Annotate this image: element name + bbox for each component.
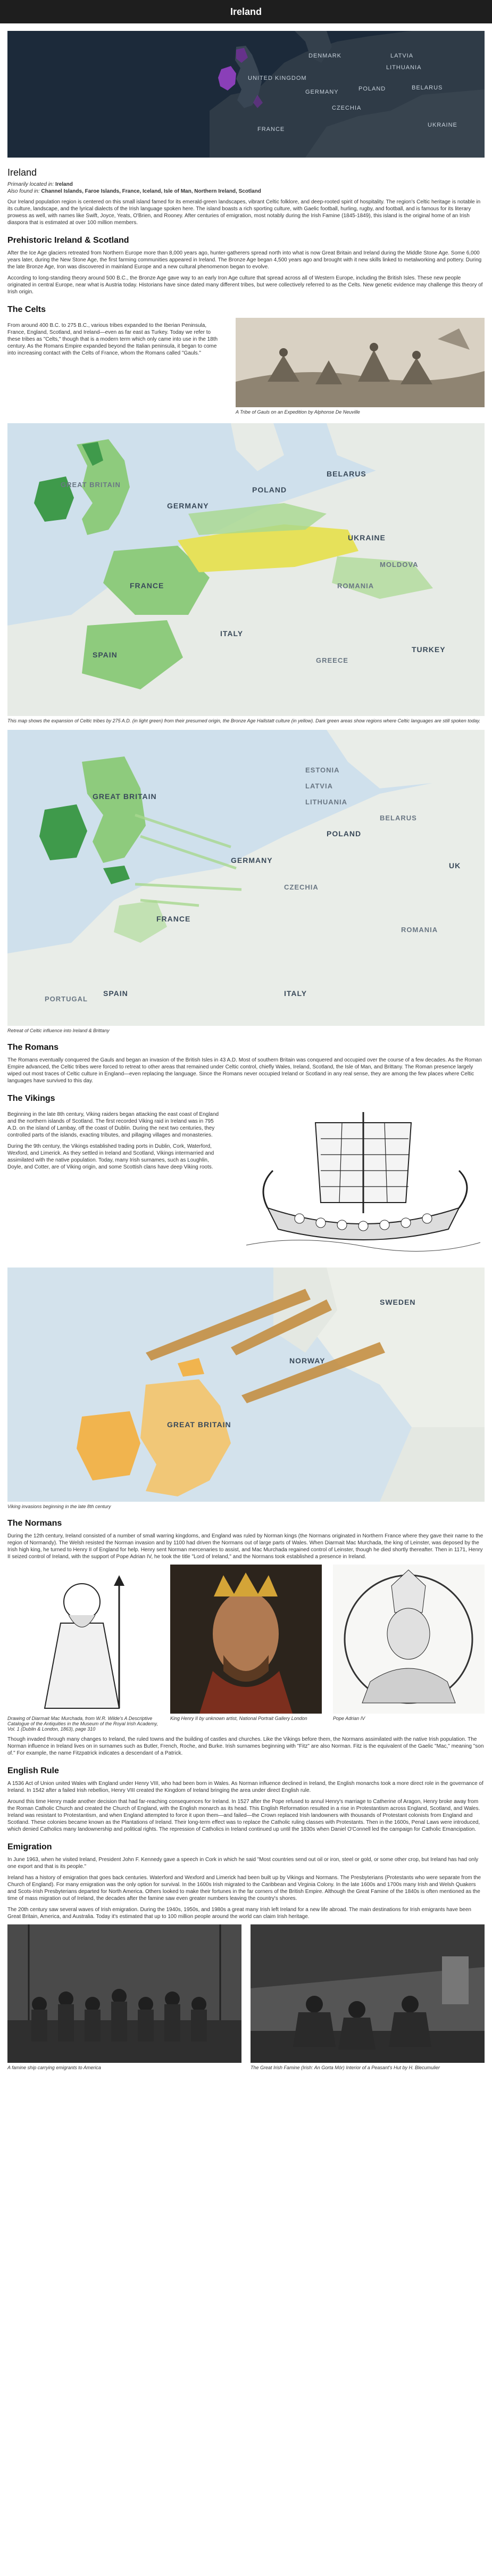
intro-paragraph: Our Ireland population region is centered on this small island famed for its emerald-green landscapes, vibrant Celtic folklore, and deep-rooted spirit of hospitality. The region's Celtic heritage is notable in its culture, landscape, and the lyrical dialects of the Irish language spoken here. The island boasts a rich sporting culture, with Gaelic football, hurling, rugby, and football, and is famous for its literary prowess as well, with names like Swift, Joyce, Yeats, O'Brien, and Rooney. After centuries of emigration, most notably during the Irish Famine (1845-1849), this island is the original home of an Irish diaspora that is estimated at over 100 million members. bbox=[7, 199, 481, 226]
primary-location bbox=[7, 182, 485, 187]
celtic-map2-label-belarus: BELARUS bbox=[380, 814, 417, 822]
prehistoric-heading: Prehistoric Ireland & Scotland bbox=[7, 236, 129, 245]
celtic-map2-label-uk: UK bbox=[449, 861, 461, 870]
celtic-map1-label-ukraine: UKRAINE bbox=[348, 533, 386, 542]
primary-location-label: Primarily located in: bbox=[7, 182, 54, 187]
peasant-hut-image bbox=[251, 1924, 485, 2063]
hero-label-uk: UNITED KINGDOM bbox=[248, 75, 307, 81]
hero-label-germany: GERMANY bbox=[305, 89, 339, 95]
gauls-caption: A Tribe of Gauls on an Expedition by Alphonse De Neuville bbox=[236, 409, 360, 415]
emigration-img1-wrap bbox=[7, 1924, 241, 2070]
romans-heading: The Romans bbox=[7, 1043, 59, 1052]
viking-map-label-sweden: SWEDEN bbox=[380, 1298, 416, 1306]
article-title: Ireland bbox=[7, 167, 37, 178]
normans-img2-wrap bbox=[170, 1565, 322, 1732]
celtic-map1-label-france: FRANCE bbox=[130, 581, 164, 590]
english-heading: English Rule bbox=[7, 1766, 59, 1775]
diarmait-drawing bbox=[7, 1565, 159, 1714]
emigration-p2: Ireland has a history of emigration that goes back centuries. Waterford and Wexford and Limerick had been built up by Vikings and Normans. The Presbyterians (Protestants who were separate from the Church of England). For many emigration was the only option for survival. In the 1600s Irish migrated to the Caribbean and Virginia Colony. In the late 1600s and 1700s many Irish and Welsh Quakers and Scots-Irish Presbyterians departed for North America. Others looked to make their fortunes in the far corners of the British Empire. Although the Great Famine of the 1840s is often mentioned as the time of mass migration out of Ireland, the decades after the famine saw even greater numbers leaving the country's shores. bbox=[7, 1875, 481, 1902]
celtic-map2-label-spain: SPAIN bbox=[103, 989, 128, 998]
celtic-map2-label-latvia: LATVIA bbox=[305, 782, 333, 790]
hero-label-poland: POLAND bbox=[358, 86, 386, 92]
hero-label-belarus: BELARUS bbox=[412, 85, 443, 91]
celts-row bbox=[7, 318, 485, 415]
vikings-p2: During the 9th century, the Vikings established trading ports in Dublin, Cork, Waterford, Wexford, and Limerick. As they settled in Ireland and Scotland, Vikings intermarried and assimilated with the native population. Today, many Irish surnames, such as Loughlin, Doyle, and Cotter, are of Viking origin, and some Scottish clans have deep Viking roots. bbox=[7, 1143, 214, 1170]
prehistoric-p2: According to long-standing theory around 500 B.C., the Bronze Age gave way to an early Iron Age culture that spread across all of Western Europe, including the British Isles. These new people originated in central Europe, near what is Austria today. Historians have since dated many different tribes, but were collectively referred to as the Celts. New genetic evidence may challenge this theory of Irish origin. bbox=[7, 275, 483, 295]
also-found-label: Also found in: bbox=[7, 188, 40, 194]
emigration-p1: In June 1963, when he visited Ireland, President John F. Kennedy gave a speech in Cork in which he said "Most countries send out oil or iron, steel or gold, or some other crop, but Ireland has had only one export and that is its people." bbox=[7, 1857, 479, 1870]
normans-img3-wrap bbox=[333, 1565, 485, 1732]
celtic-map1-label-gb: GREAT BRITAIN bbox=[61, 481, 121, 489]
english-p2: Around this time Henry made another decision that had far-reaching consequences for Ireland. In 1527 after the Pope refused to annul Henry's marriage to Catherine of Aragon, Henry broke away from the Roman Catholic Church and created the Church of England, with the English monarch as its head. This English Reformation resulted in a rise in Protestantism across England, Scotland, and Wales. Ireland was resistant to Protestantism, and when England attempted to force it upon them—and failed—the Crown replaced Irish landowners with thousands of Protestant colonists from England and Scotland. These colonies became known as the Plantations of Ireland. Their long-term effect was to replace the Catholic ruling classes with Protestants. Then in the 1600s, Penal Laws were introduced, which denied Catholics many landownership and political rights. The repression of Catholics in Ireland continued up until the 1830s when Daniel O'Connell led the campaign for Catholic Emancipation. bbox=[7, 1799, 480, 1832]
hero-label-czechia: CZECHIA bbox=[332, 105, 362, 111]
vikings-p1: Beginning in the late 8th century, Viking raiders began attacking the east coast of England and the northern islands of Scotland. The first recorded Viking raid in Ireland was in 795 A.D. on the island of Lambay, off the coast of Dublin. During the next two centuries, they controlled parts of the islands, exacting tributes, and pillaging villages and monasteries. bbox=[7, 1112, 219, 1138]
celtic-map2-label-portugal: PORTUGAL bbox=[45, 995, 88, 1003]
page-content bbox=[0, 31, 492, 2070]
celtic-map2-label-gb: GREAT BRITAIN bbox=[93, 792, 157, 801]
emigration-img2-wrap bbox=[251, 1924, 485, 2070]
hero-map-svg bbox=[7, 31, 485, 158]
famine-ship-caption: A famine ship carrying emigrants to America bbox=[7, 2065, 101, 2070]
vikings-row bbox=[7, 1107, 485, 1261]
normans-p1: During the 12th century, Ireland consisted of a number of small warring kingdoms, and England was ruled by Norman kings (the Normans originated in Northern France where they gave their name to the region of Normandy). The Welsh resisted the Norman invasion and by 1100 had driven the Normans out of large parts of Wales. When Diarmait Mac Murchada, the king of Leinster, was deposed by the Irish high king, he turned to Henry II of England for help. Henry sent Norman mercenaries to assist, and Mac Murchada regained control of Leinster, though he died shortly thereafter. Then in 1171, Henry II seized control of Ireland, with the support of Pope Adrian IV, he took the title "Lord of Ireland," and the Normans took established a presence in Ireland. bbox=[7, 1533, 483, 1560]
celtic-map2-label-romania: ROMANIA bbox=[401, 926, 438, 934]
viking-map-label-norway: NORWAY bbox=[289, 1356, 326, 1365]
top-bar bbox=[0, 0, 492, 23]
henry-ii-portrait bbox=[170, 1565, 322, 1714]
celtic-map2-label-estonia: ESTONIA bbox=[305, 766, 340, 774]
gauls-painting bbox=[236, 318, 485, 407]
celtic-map2-label-france: FRANCE bbox=[156, 915, 191, 923]
vikings-heading: The Vikings bbox=[7, 1094, 55, 1103]
celtic-map2-caption: Retreat of Celtic influence into Ireland & Brittany bbox=[7, 1028, 110, 1033]
primary-location-value: Ireland bbox=[55, 182, 73, 187]
famine-ship-image bbox=[7, 1924, 241, 2063]
viking-map bbox=[7, 1268, 485, 1502]
celtic-map1-label-spain: SPAIN bbox=[93, 651, 118, 659]
emigration-heading: Emigration bbox=[7, 1842, 52, 1851]
english-p1: A 1536 Act of Union united Wales with England under Henry VIII, who had been born in Wales. As Norman influence declined in Ireland, the English monarchs took a more direct role in the governance of Ireland. In 1542 after a failed Irish rebellion, Henry VIII created the Kingdom of Ireland bringing the area under direct English rule. bbox=[7, 1781, 483, 1793]
hero-label-denmark: DENMARK bbox=[308, 53, 342, 59]
viking-ship-drawing bbox=[236, 1107, 485, 1261]
celtic-map2-label-germany: GERMANY bbox=[231, 856, 273, 865]
celtic-map2-label-italy: ITALY bbox=[284, 989, 307, 998]
emigration-images-row bbox=[7, 1924, 485, 2070]
celtic-map1-label-poland: POLAND bbox=[252, 485, 287, 494]
hero-label-lithuania: LITHUANIA bbox=[386, 64, 422, 71]
hero-label-france: FRANCE bbox=[257, 126, 285, 133]
hero-label-latvia: LATVIA bbox=[390, 53, 414, 59]
also-found-in bbox=[7, 188, 485, 194]
celtic-map1-label-italy: ITALY bbox=[220, 629, 244, 638]
celtic-map1-label-turkey: TURKEY bbox=[412, 645, 446, 654]
romans-p1: The Romans eventually conquered the Gauls and began an invasion of the British Isles in 43 A.D. Most of southern Britain was conquered and occupied over the course of a few decades. As the Roman Empire advanced, the Celtic tribes were forced to retreat to other areas that remained under Celtic control, chiefly Wales, Ireland, Scotland, the Isle of Man, and Brittany. The Roman presence largely wiped out most traces of Celtic culture in England—even replacing the language. Since the Romans never occupied Ireland or Scotland in any real sense, they are among the few places where Celtic languages have survived to this day. bbox=[7, 1057, 482, 1084]
celtic-map1-label-romania: ROMANIA bbox=[337, 582, 374, 590]
normans-img1-wrap bbox=[7, 1565, 159, 1732]
peasant-hut-caption: The Great Irish Famine (Irish: An Gorta Mór) Interior of a Peasant's Hut by H. Blecumulier bbox=[251, 2065, 440, 2070]
celts-heading: The Celts bbox=[7, 305, 46, 314]
celtic-map1-label-moldova: MOLDOVA bbox=[380, 561, 419, 569]
page-header-title: Ireland bbox=[230, 6, 262, 17]
viking-map-caption: Viking invasions beginning in the late 8th century bbox=[7, 1504, 111, 1509]
normans-images-row bbox=[7, 1565, 485, 1732]
diarmait-caption: Drawing of Diarmait Mac Murchada, from W.R. Wilde's A Descriptive Catalogue of the Antiquities in the Museum of the Royal Irish Academy, Vol. 1 (Dublin & London, 1863), page 310 bbox=[7, 1716, 158, 1732]
celtic-map2-label-czechia: CZECHIA bbox=[284, 883, 319, 891]
celtic-expansion-map bbox=[7, 423, 485, 716]
celtic-map1-label-belarus: BELARUS bbox=[327, 470, 366, 478]
viking-map-label-gb: GREAT BRITAIN bbox=[167, 1420, 231, 1429]
celtic-retreat-map bbox=[7, 730, 485, 1026]
celtic-map1-label-germany: GERMANY bbox=[167, 501, 209, 510]
celtic-map2-label-lithuania: LITHUANIA bbox=[305, 798, 348, 806]
henry-ii-caption: King Henry II by unknown artist, National Portrait Gallery London bbox=[170, 1716, 307, 1721]
pope-adrian-caption: Pope Adrian IV bbox=[333, 1716, 365, 1721]
pope-adrian-engraving bbox=[333, 1565, 485, 1714]
emigration-p3: The 20th century saw several waves of Irish emigration. During the 1940s, 1950s, and 1980s a great many Irish left Ireland for a new life abroad. The main destinations for Irish emigrants have been Great Britain, America, and Australia. Today it's estimated that up to 100 million people around the world can claim Irish heritage. bbox=[7, 1907, 471, 1920]
normans-heading: The Normans bbox=[7, 1519, 62, 1528]
celtic-map2-label-poland: POLAND bbox=[327, 829, 362, 838]
celtic-map1-caption: This map shows the expansion of Celtic tribes by 275 A.D. (in light green) from their presumed origin, the Bronze Age Hallstatt culture (in yellow). Dark green areas show regions where Celtic languages are still spoken today. bbox=[7, 718, 481, 723]
prehistoric-p1: After the Ice Age glaciers retreated from Northern Europe more than 8,000 years ago, hunter-gatherers spread north into what is now Great Britain and Ireland during the Middle Stone Age. Some 6,000 years later, during the New Stone Age, the first farming communities appeared in Ireland. The Bronze Age began 4,500 years ago and brought with it new skills linked to metalworking and pottery. During the late Bronze Age, Iron was discovered in mainland Europe and a new cultural phenomenon began to evolve. bbox=[7, 250, 482, 270]
celts-p1: From around 400 B.C. to 275 B.C., various tribes expanded to the Iberian Peninsula, France, England, Scotland, and Ireland—even as far east as Turkey. Today we refer to these tribes as "Celts," though that is a modern term which only came into use in the 18th century. As the Romans Empire expanded beyond the Italian peninsula, it began to come into increasing contact with the Celts of France, whom the Romans called "Gauls." bbox=[7, 323, 218, 356]
also-found-value: Channel Islands, Faroe Islands, France, Iceland, Isle of Man, Northern Ireland, Scotland bbox=[41, 188, 261, 194]
celtic-map1-label-greece: GREECE bbox=[316, 656, 348, 664]
hero-map bbox=[7, 31, 485, 158]
hero-label-ukraine: UKRAINE bbox=[428, 122, 457, 128]
normans-p2: Though invaded through many changes to Ireland, the ruled towns and the building of castles and churches. Like the Vikings before them, the Normans assimilated with the native Irish population. The Norman influence in Ireland lives on in surnames such as Butler, French, Roche, and Burke. Irish surnames beginning with "Fitz" are also Norman. Fitz is the equivalent of the Gaelic "Mac," meaning "son of." For example, the name Fitzpatrick indicates a descendant of a Patrick. bbox=[7, 1736, 484, 1756]
